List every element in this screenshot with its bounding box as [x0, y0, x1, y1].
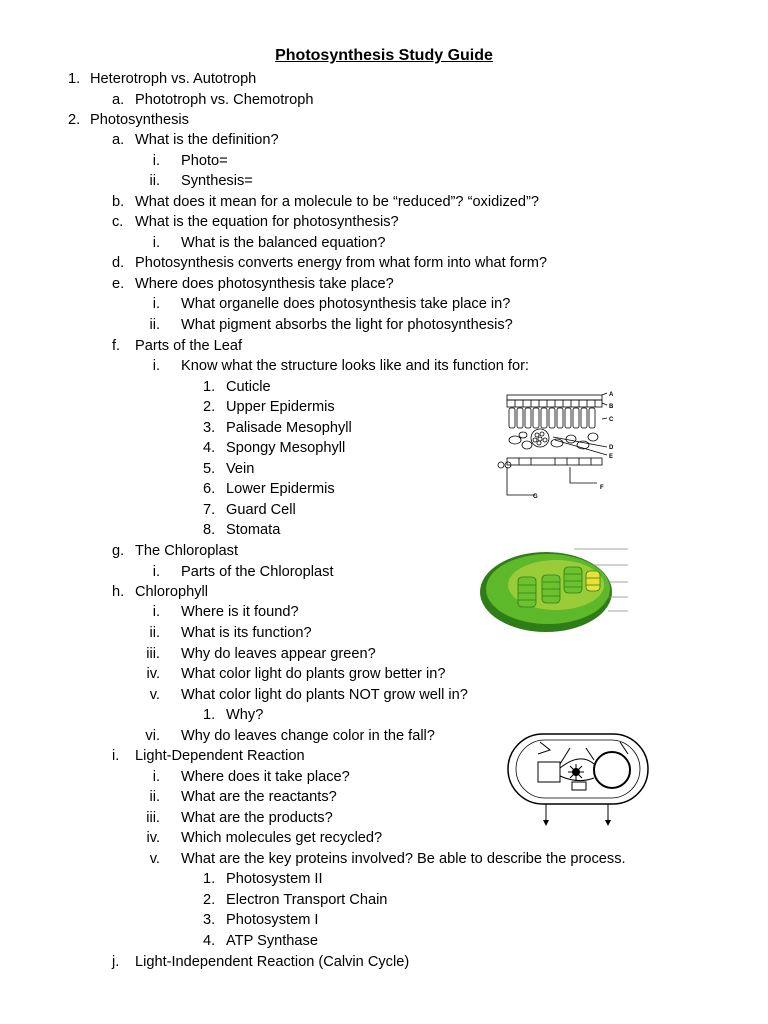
atp-box [572, 782, 586, 790]
palisade-layer [509, 408, 595, 428]
cuticle-layer [507, 395, 602, 400]
spongy-layer [509, 432, 598, 449]
leaf-label-b: B [609, 404, 614, 410]
thylakoid-box [538, 762, 560, 782]
upper-epidermis-layer [507, 400, 602, 407]
leaf-label-g: G [533, 494, 538, 500]
arrow-down-icon [543, 820, 549, 826]
calvin-cycle-circle [594, 752, 630, 788]
leaf-label-d: D [609, 445, 614, 451]
leaf-cross-section-diagram [495, 385, 635, 503]
sunburst-icon [568, 764, 584, 780]
leaf-label-f: F [600, 485, 604, 491]
label-f-leader [570, 467, 597, 483]
label-g-leader [507, 467, 535, 495]
vein-bundle [531, 429, 549, 447]
leaf-label-e: E [609, 454, 614, 460]
arrow-path [560, 759, 594, 768]
arrow-down-icon [605, 820, 611, 826]
light-reaction-diagram [500, 724, 655, 832]
chloroplast-illustration [478, 545, 630, 637]
leaf-label-a: A [609, 392, 614, 398]
lower-epidermis-layer [507, 458, 602, 465]
page-title: Photosynthesis Study Guide [275, 47, 493, 64]
leaf-label-c: C [609, 417, 614, 423]
guard-cell [498, 462, 504, 468]
